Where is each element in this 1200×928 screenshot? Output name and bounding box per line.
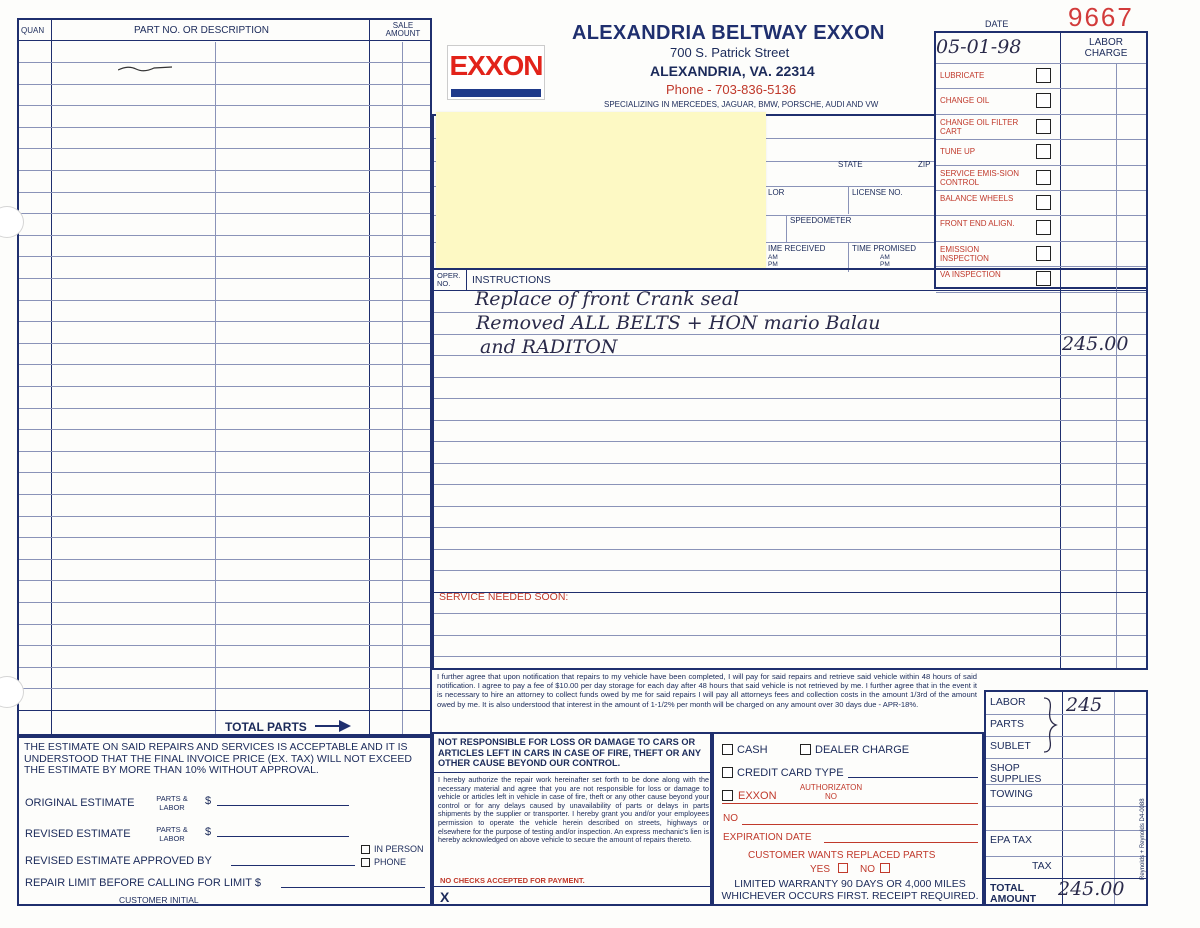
parts-row-line [19,429,430,430]
parts-row-line [19,256,430,257]
repair-limit-label: REPAIR LIMIT BEFORE CALLING FOR LIMIT $ [25,877,261,889]
labor-service-label: BALANCE WHEELS [940,194,1014,203]
credit-card-checkbox[interactable] [722,767,733,778]
expiration-field[interactable] [824,842,978,843]
labor-charge-panel [934,31,1148,289]
parts-row-line [19,105,430,106]
totals-row-line [986,758,1146,759]
card-no-field[interactable] [742,824,978,825]
warranty-text: LIMITED WARRANTY 90 DAYS OR 4,000 MILES WHICHEVER OCCURS FIRST. RECEIPT REQUIRED. [721,878,979,902]
parts-row-line [19,343,430,344]
phone-label: PHONE [374,857,407,867]
revised-approved-field[interactable] [231,865,355,866]
date-label: DATE [985,19,1009,29]
instruction-amount: 245.00 [1062,333,1129,355]
business-name: ALEXANDRIA BELTWAY EXXON [572,22,885,44]
estimate-disclaimer: THE ESTIMATE ON SAID REPAIRS AND SERVICES IS ACCEPTABLE AND IT IS UNDERSTOOD THAT THE FINAL INVOICE PRICE (EX. TAX) WILL NOT EXCEED THE ESTIMATE BY MORE THAN 10% WITHOUT APPROVAL. [24,741,412,776]
labor-service-label: EMISSION INSPECTION [940,244,989,263]
labor-service-row-line [936,165,1146,166]
labor-service-checkbox[interactable] [1036,93,1051,108]
exxon-logo [447,45,545,100]
totals-tax-label: TAX [1032,860,1052,872]
parts-row-line [19,408,430,409]
specializing-text: SPECIALIZING IN MERCEDES, JAGUAR, BMW, PORSCHE, AUDI AND VW [604,100,879,109]
totals-labor-label: LABOR [990,696,1026,708]
replaced-yes-checkbox[interactable] [838,863,848,873]
instruction-row-line [434,398,1146,399]
parts-row-line [19,537,430,538]
agreement-text: I further agree that upon notification that repairs to my vehicle have been completed, I will pay for said repairs and retrieve said vehicle within 48 hours of said notification. I agree to pay a fee of $10.00 per day storage for each day after 48 hours that said vehicle is not retrieved by me. I further agree that in the event it is necessary to hire an attorney to collect funds owed by me for said repairs I will pay all attorneys fees and collection costs in the amount 1/3rd of the amount owed by me. It is also understood that interest in the amount of 1-1/2% per month will be charged on any amount over 30 days due - APR-18%. [437,672,977,709]
authorize-text: I hereby authorize the repair work hereinafter set forth to be done along with the necessary material and agree that you are not responsible for loss or damage to vehicle or articles left in vehicle in case of fire, theft or any other cause beyond your control or for any delays caused by unavailability of parts or delays in parts shipments by the supplier or transporter. I hereby grant you and/or your employees permission to operate the vehicle herein described on streets, highways or elsewhere for the purpose of testing and/or inspection. An express mechanic's lien is hereby acknowledged on above vehicle to secure the amount of repairs thereto. [438,775,709,845]
parts-row-line [19,148,430,149]
totals-panel [984,690,1148,906]
instruction-row-line [434,635,1146,636]
parts-row-line [19,451,430,452]
parts-row-line [19,62,430,63]
parts-row-line [19,494,430,495]
instruction-row-line [434,506,1146,507]
not-responsible-text: NOT RESPONSIBLE FOR LOSS OR DAMAGE TO CARS OR ARTICLES LEFT IN CARS IN CASE OF FIRE, THEFT OR ANY OTHER CAUSE BEYOND OUR CONTROL. [438,737,701,768]
parts-row-line [19,84,430,85]
parts-labor-label: PARTS & LABOR [156,794,188,812]
totals-row-line [986,806,1146,807]
labor-service-row-line [936,63,1146,64]
signature-mark: X [440,889,450,905]
payment-panel [712,732,984,906]
parts-panel [17,18,432,736]
replaced-no-label: NO [860,864,875,875]
parts-row-line [19,624,430,625]
labor-service-checkbox[interactable] [1036,144,1051,159]
labor-service-label: CHANGE OIL FILTER CART [940,117,1019,136]
replaced-parts-label: CUSTOMER WANTS REPLACED PARTS [748,850,936,861]
labor-charge-title: LABOR CHARGE [1084,37,1128,59]
totals-parts-label: PARTS [990,718,1025,730]
labor-service-row-line [936,114,1146,115]
replaced-no-checkbox[interactable] [880,863,890,873]
credit-card-field[interactable] [848,777,978,778]
labor-service-checkbox[interactable] [1036,195,1051,210]
exxon-card-label: EXXON [738,790,777,802]
instruction-row-line [434,527,1146,528]
labor-service-checkbox[interactable] [1036,246,1051,261]
business-phone: Phone - 703-836-5136 [666,82,797,97]
col-quan: QUAN [21,26,45,35]
estimate-panel [17,736,432,906]
parts-row-line [19,235,430,236]
license-label: LICENSE NO. [852,188,903,197]
service-needed-label: SERVICE NEEDED SOON: [439,591,569,603]
totals-row-line [986,856,1146,857]
labor-total-value: 245 [1066,694,1103,716]
authorization-label: AUTHORIZATON NO [799,783,863,801]
labor-service-row-line [936,139,1146,140]
instruction-row-line [434,656,1146,657]
expiration-label: EXPIRATION DATE [723,832,812,843]
totals-epa-tax-label: EPA TAX [990,834,1033,846]
col-part-description: PART NO. OR DESCRIPTION [134,25,270,36]
original-estimate-field[interactable] [217,805,349,806]
parts-row-line [19,300,430,301]
instruction-row-line [434,613,1146,614]
labor-service-label: TUNE UP [940,147,976,157]
labor-service-checkbox[interactable] [1036,68,1051,83]
instruction-row-line [434,420,1146,421]
totals-total-amount-label: TOTAL AMOUNT [990,882,1037,905]
parts-row-line [19,580,430,581]
revised-estimate-label: REVISED ESTIMATE [25,828,131,840]
col-sale-amount: SALE AMOUNT [385,21,421,38]
color-label: LOR [768,188,785,197]
labor-service-row-line [936,190,1146,191]
phone-checkbox[interactable] [361,858,370,867]
instruction-row-line [434,463,1146,464]
labor-service-label: LUBRICATE [940,71,985,80]
signature-field[interactable] [456,892,708,904]
card-no-label: NO [723,813,738,824]
arrow-right-icon [315,719,351,733]
parts-row-line [19,321,430,322]
parts-row-line [19,472,430,473]
parts-row-line [19,364,430,365]
instruction-row-line [434,484,1146,485]
instruction-line-1: Replace of front Crank seal [475,288,740,310]
instructions-label: INSTRUCTIONS [472,274,551,286]
exxon-logo-text: EXXON [449,50,543,81]
speedometer-label: SPEEDOMETER [790,216,852,225]
instruction-row-line [434,549,1146,550]
labor-service-label: CHANGE OIL [940,96,990,106]
replaced-yes-label: YES [810,864,831,875]
instruction-row-line [434,441,1146,442]
business-street: 700 S. Patrick Street [670,45,790,60]
totals-row-line [986,784,1146,785]
in-person-checkbox[interactable] [361,845,370,854]
parts-row-line [19,127,430,128]
parts-row-line [19,688,430,689]
zip-label: ZIP [918,160,931,169]
parts-row-line [19,278,430,279]
totals-shop-supplies-label: SHOP SUPPLIES [990,762,1042,785]
total-amount-value: 245.00 [1058,878,1125,900]
labor-service-row-line [936,241,1146,242]
invoice-number: 9667 [1068,2,1134,32]
instruction-row-line [434,377,1146,378]
totals-row-line [986,736,1146,737]
exxon-card-checkbox[interactable] [722,790,733,801]
credit-card-label: CREDIT CARD TYPE [737,767,844,779]
time-received-am: AM [768,254,778,261]
business-city: ALEXANDRIA, VA. 22314 [650,63,815,79]
authorization-panel [432,732,712,906]
in-person-label: IN PERSON [374,844,424,854]
brace-mark [1040,696,1060,754]
totals-sublet-label: SUBLET [990,740,1031,752]
labor-service-label: FRONT END ALIGN. [940,219,1015,229]
redaction-note [436,112,766,268]
dealer-charge-label: DEALER CHARGE [815,744,910,756]
repair-limit-field[interactable] [281,887,425,888]
cash-checkbox[interactable] [722,744,733,755]
dollar-sign-2: $ [205,826,212,838]
labor-service-row-line [936,88,1146,89]
parts-row-line [19,645,430,646]
dollar-sign: $ [205,795,212,807]
time-promised-pm: PM [880,261,890,268]
parts-row-line [19,213,430,214]
handwritten-mark [118,60,174,70]
parts-row-line [19,602,430,603]
labor-service-label: SERVICE EMIS-SION CONTROL [940,168,1019,187]
original-estimate-label: ORIGINAL ESTIMATE [25,797,135,809]
totals-row-line [986,830,1146,831]
labor-service-checkbox[interactable] [1036,170,1051,185]
instruction-line-2: Removed ALL BELTS + HON mario Balau [476,312,881,334]
state-label: STATE [838,160,863,169]
dealer-charge-checkbox[interactable] [800,744,811,755]
labor-service-label: VA INSPECTION [940,270,1001,280]
parts-row-line [19,516,430,517]
revised-approved-label: REVISED ESTIMATE APPROVED BY [25,855,212,867]
instruction-row-line [434,570,1146,571]
parts-row-line [19,192,430,193]
date-value: 05-01-98 [936,36,1022,58]
totals-towing-label: TOWING [990,788,1033,800]
customer-initial-label: CUSTOMER INITIAL [119,895,199,905]
printer-imprint: Reynolds + Reynolds D4-0088 [1140,798,1146,880]
time-received-pm: PM [768,261,778,268]
labor-service-checkbox[interactable] [1036,119,1051,134]
parts-row-line [19,667,430,668]
labor-service-row-line [936,215,1146,216]
time-received-label: IME RECEIVED [768,244,826,253]
oper-no-label: OPER. NO. [437,271,461,288]
time-promised-label: TIME PROMISED [852,244,917,253]
parts-row-line [19,559,430,560]
parts-row-line [19,170,430,171]
revised-estimate-field[interactable] [217,836,349,837]
labor-service-checkbox[interactable] [1036,220,1051,235]
customer-initial-field[interactable] [219,904,349,905]
instruction-line-3: and RADITON [480,336,618,358]
parts-labor-label-2: PARTS & LABOR [156,825,188,843]
no-checks-text: NO CHECKS ACCEPTED FOR PAYMENT. [440,876,585,885]
time-promised-am: AM [880,254,890,261]
total-parts-label: TOTAL PARTS [225,720,307,734]
parts-row-line [19,386,430,387]
cash-label: CASH [737,744,768,756]
